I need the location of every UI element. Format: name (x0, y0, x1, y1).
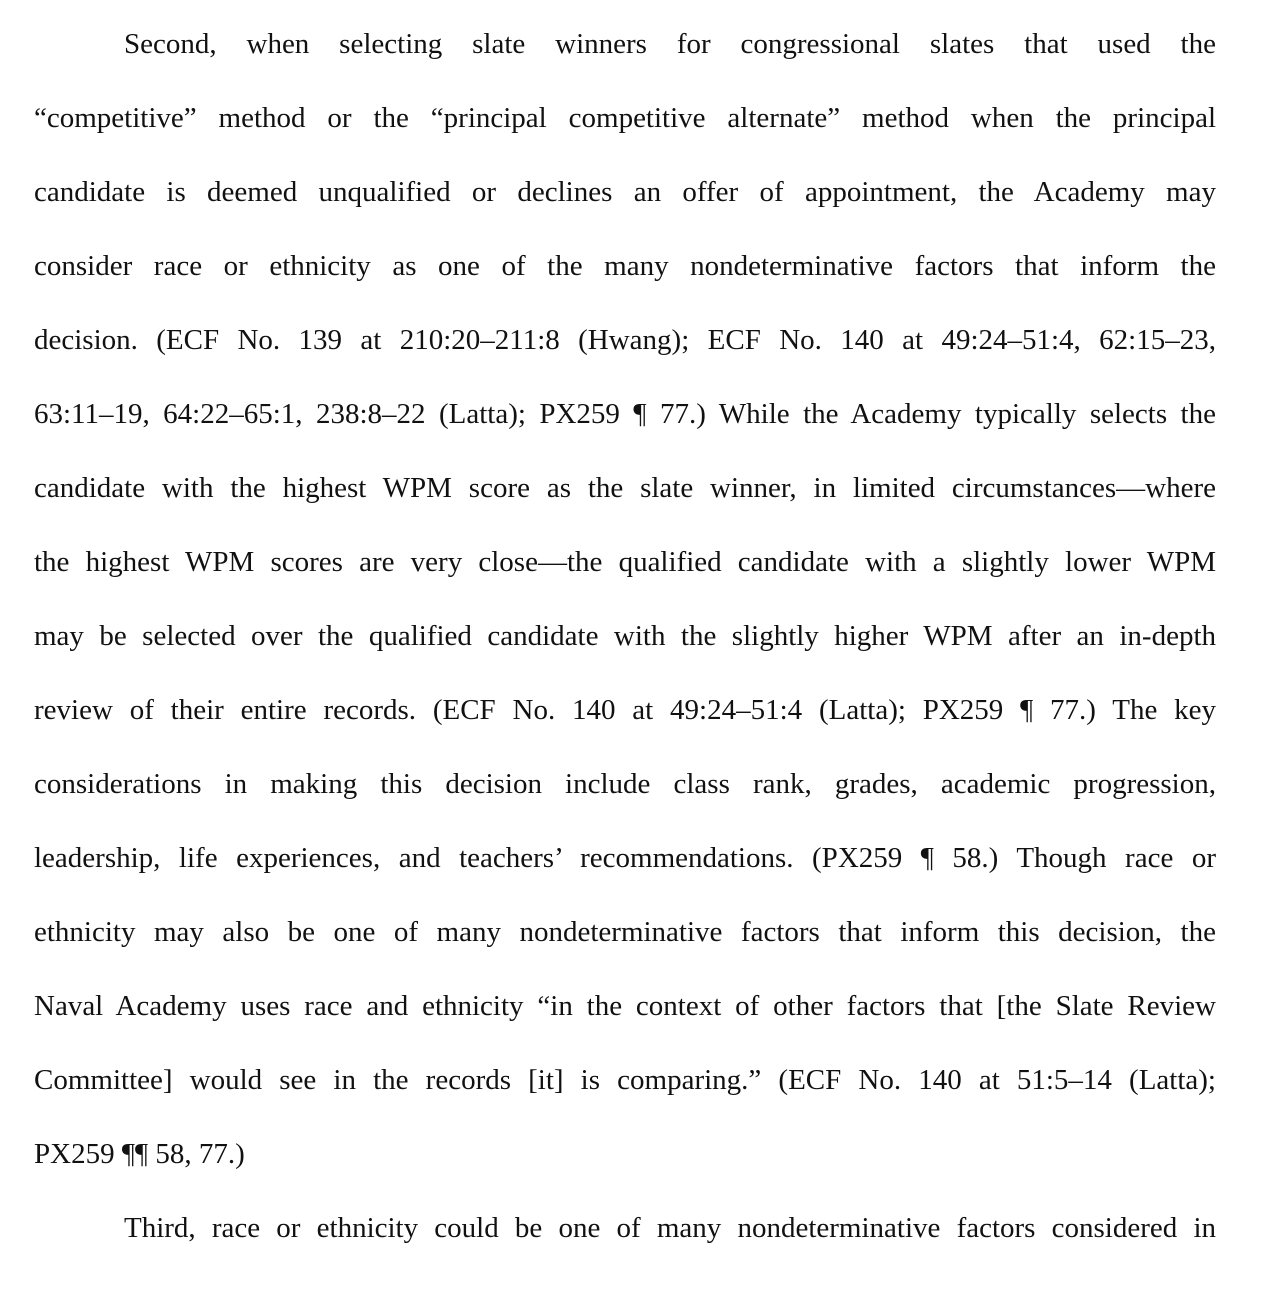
paragraph-line: candidate is deemed unqualified or declines an offer of appointment, the Academy may (34, 176, 1216, 208)
paragraph-line: considerations in making this decision include class rank, grades, academic progression, (34, 768, 1216, 800)
paragraph-line: may be selected over the qualified candidate with the slightly higher WPM after an in-depth (34, 620, 1216, 652)
paragraph-line: review of their entire records. (ECF No. 140 at 49:24–51:4 (Latta); PX259 ¶ 77.) The key (34, 694, 1216, 726)
paragraph-line: consider race or ethnicity as one of the many nondeterminative factors that inform the (34, 250, 1216, 282)
paragraph-line: Second, when selecting slate winners for congressional slates that used the (124, 28, 1216, 60)
paragraph-line: the highest WPM scores are very close—the qualified candidate with a slightly lower WPM (34, 546, 1216, 578)
paragraph-line: decision. (ECF No. 139 at 210:20–211:8 (Hwang); ECF No. 140 at 49:24–51:4, 62:15–23, (34, 324, 1216, 356)
paragraph-line: Naval Academy uses race and ethnicity “in the context of other factors that [the Slate Review (34, 990, 1216, 1022)
paragraph-line: ethnicity may also be one of many nondeterminative factors that inform this decision, the (34, 916, 1216, 948)
paragraph-line: Committee] would see in the records [it] is comparing.” (ECF No. 140 at 51:5–14 (Latta); (34, 1064, 1216, 1096)
paragraph-line: leadership, life experiences, and teachers’ recommendations. (PX259 ¶ 58.) Though race or (34, 842, 1216, 874)
paragraph-line: 63:11–19, 64:22–65:1, 238:8–22 (Latta); PX259 ¶ 77.) While the Academy typically selects the (34, 398, 1216, 430)
paragraph-line: Third, race or ethnicity could be one of many nondeterminative factors considered in (124, 1212, 1216, 1244)
paragraph-line: candidate with the highest WPM score as the slate winner, in limited circumstances—where (34, 472, 1216, 504)
paragraph-line: PX259 ¶¶ 58, 77.) (34, 1138, 245, 1170)
paragraph-line: “competitive” method or the “principal competitive alternate” method when the principal (34, 102, 1216, 134)
